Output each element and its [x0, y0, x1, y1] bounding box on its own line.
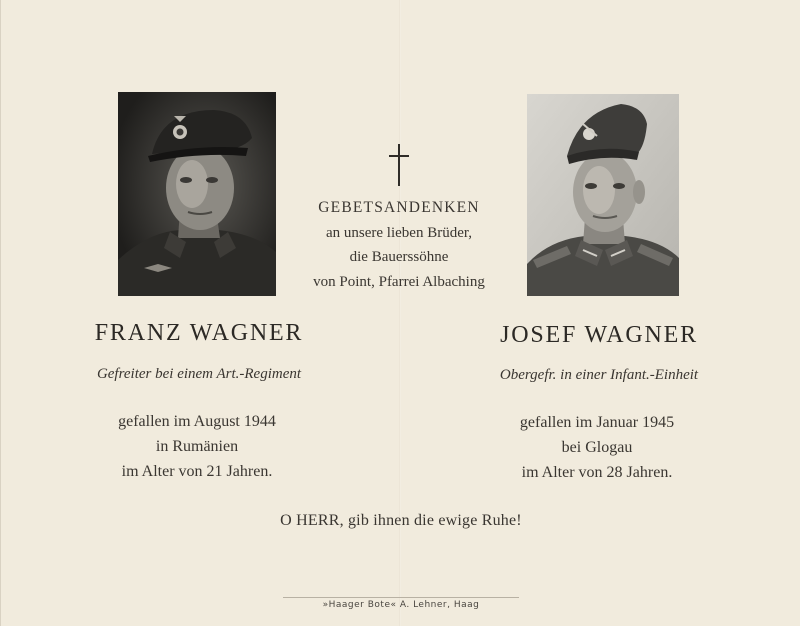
rank-right: Obergefr. in einer Infant.-Einheit	[499, 367, 699, 383]
dedication-line: die Bauerssöhne	[349, 249, 449, 265]
printer-divider	[283, 597, 519, 598]
name-right: JOSEF WAGNER	[500, 322, 698, 348]
card-title: GEBETSANDENKEN	[318, 199, 480, 216]
dedication-line: von Point, Pfarrei Albaching	[313, 274, 485, 290]
age-line: im Alter von 28 Jahren.	[521, 464, 673, 481]
age-line: im Alter von 21 Jahren.	[121, 463, 273, 480]
printer-imprint: »Haager Bote« A. Lehner, Haag	[322, 600, 480, 610]
death-place-line: in Rumänien	[155, 438, 239, 455]
death-info-right	[487, 410, 707, 485]
name-left: FRANZ WAGNER	[94, 320, 304, 346]
dedication-line: an unsere lieben Brüder,	[325, 225, 472, 241]
latin-cross-icon	[387, 144, 411, 186]
portrait-photo-left	[118, 92, 276, 296]
prayer-line: O HERR, gib ihnen die ewige Ruhe!	[280, 512, 522, 529]
portrait-photo-right	[527, 94, 679, 296]
death-date-line: gefallen im Januar 1945	[519, 414, 675, 431]
card-fold	[399, 0, 401, 626]
death-info-left	[87, 409, 307, 484]
rank-left: Gefreiter bei einem Art.-Regiment	[96, 366, 302, 382]
death-date-line: gefallen im August 1944	[118, 413, 276, 430]
death-place-line: bei Glogau	[561, 439, 633, 456]
